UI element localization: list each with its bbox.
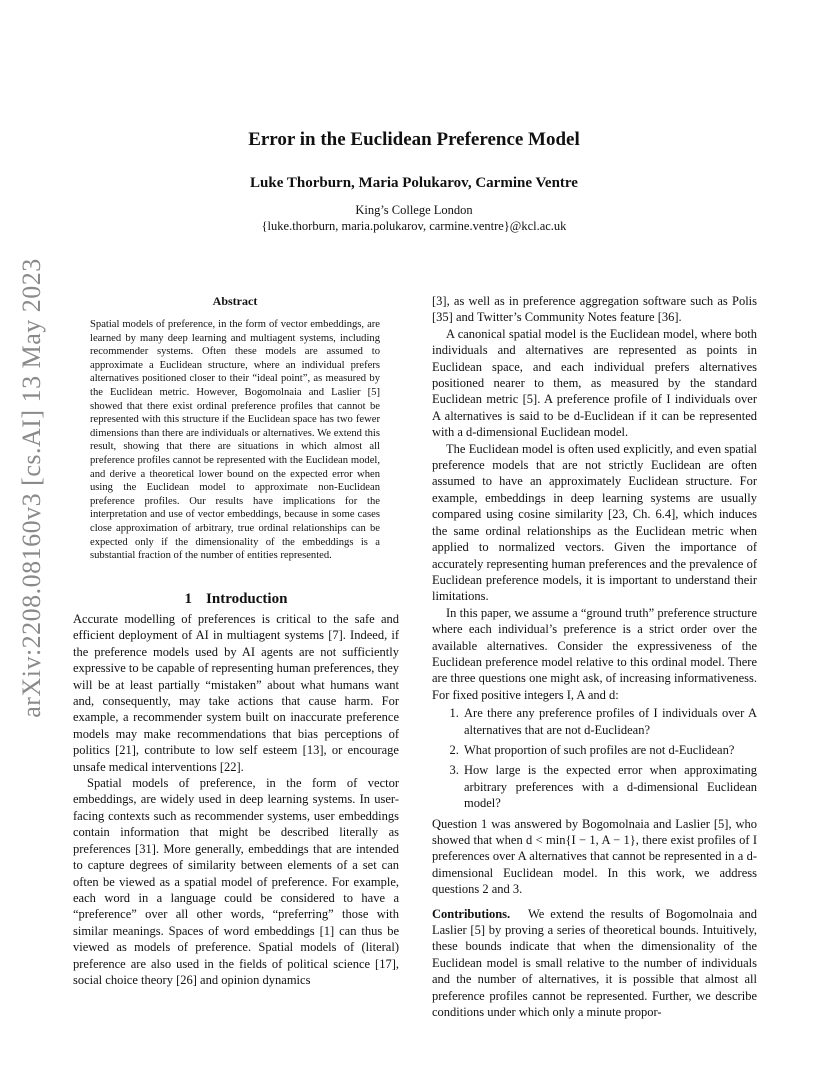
- question-2: 2. What proportion of such profiles are not d-Euclidean?: [462, 742, 757, 758]
- right-paragraph-3: In this paper, we assume a “ground truth” preference structure where each individual’s preference is a strict order over the available alternatives. Consider the expressiveness of the Euclidean preference model relative to this ordinal model. There are three questions one might ask, of increasing informativeness. For fixed positive integers I, A and d:: [432, 605, 757, 702]
- contributions-paragraph: [432, 906, 757, 1021]
- right-paragraph-0: [3], as well as in preference aggregation software such as Polis [35] and Twitter’s Community Notes feature [36].: [432, 294, 757, 325]
- intro-paragraph-2: Spatial models of preference, in the form of vector embeddings, are widely used in deep learning systems. In user-facing contexts such as recommender systems, user embeddings contain information that might be described literally as preferences [31]. More generally, embeddings that are intended to capture degrees of similarity between elements of a set can often be viewed as a spatial model of preference. For example, each word in a language could be considered to have a “preference” over all other words, “preferring” those with similar meanings. Spaces of word embeddings [1] can thus be viewed as models of preference. Spatial models of (literal) preference are also used in the fields of political science [17], social choice theory [26] and opinion dynamics: [73, 776, 399, 987]
- right-paragraph-1: A canonical spatial model is the Euclidean model, where both individuals and alternatives are represented as points in Euclidean space, and each individual prefers alternatives positioned nearer to them, as measured by the standard Euclidean metric [5]. A preference profile of I individuals over A alternatives is said to be d-Euclidean if it can be represented with a d-dimensional Euclidean model.: [432, 326, 757, 440]
- section-title: Introduction: [206, 591, 288, 607]
- introduction-left-column: [73, 611, 399, 988]
- question-1: 1. Are there any preference profiles of I individuals over A alternatives that are not d-Euclidean?: [462, 705, 757, 738]
- affiliation: King’s College London: [355, 203, 473, 217]
- author-emails: {luke.thorburn, maria.polukarov, carmine.ventre}@kcl.ac.uk: [261, 219, 567, 233]
- arxiv-identifier: [12, 258, 52, 718]
- section-number: 1: [184, 591, 193, 607]
- right-paragraph-4: Question 1 was answered by Bogomolnaia and Laslier [5], who showed that when d < min{I − 1, A − 1}, there exist profiles of I preferences over A alternatives that cannot be represented in a d-dimensional Euclidean model. In this work, we address questions 2 and 3.: [432, 816, 757, 897]
- contributions-text: We extend the results of Bogomolnaia and Laslier [5] by proving a series of theoretical bounds. Intuitively, these bounds indicate that when the dimensionality of the Euclidean model is small relative to the number of individuals and the number of alternatives, it is possible that almost all preference profiles cannot be represented. Further, we describe conditions under which only a minute propor-: [432, 906, 758, 1020]
- question-3: 3. How large is the expected error when approximating arbitrary preferences with a d-dimensional Euclidean model?: [462, 762, 757, 811]
- abstract-text: Spatial models of preference, in the form of vector embeddings, are learned by many deep learning and multiagent systems, including recommender systems. Often these models are assumed to approximate a Euclidean structure, where an individual prefers alternatives positioned closer to their “ideal point”, as measured by the Euclidean metric. However, Bogomolnaia and Laslier [5] showed that there exist ordinal preference profiles that cannot be represented with this structure if the Euclidean space has two fewer dimensions than there are individuals or alternatives. We extend this result, showing that there are situations in which almost all preference profiles cannot be represented with the Euclidean model, and derive a theoretical lower bound on the expected error when using the Euclidean model to approximate non-Euclidean preference profiles. Our results have implications for the interpretation and use of vector embeddings, because in some cases close approximation of arbitrary, true ordinal relationships can be expected only if the dimensionality of the embeddings is a substantial fraction of the number of entities represented.: [90, 319, 380, 562]
- research-questions-list: [432, 705, 757, 811]
- intro-paragraph-1: Accurate modelling of preferences is critical to the safe and efficient deployment of AI in multiagent systems [7]. Indeed, if the preference models used by AI agents are not sufficiently expressive to be capable of representing human preferences, they will be at least partially “mistaken” about what humans want and, consequently, may take actions that cause harm. For example, a recommender system built on inaccurate preference models may make recommendations that bias perceptions of politics [21], contribute to low self esteem [13], or encourage unsafe medical interventions [22].: [73, 612, 399, 774]
- affiliation-block: [0, 202, 828, 234]
- right-paragraph-2: The Euclidean model is often used explicitly, and even spatial preference models that are not strictly Euclidean are often assumed to have an approximately Euclidean structure. For example, embeddings in deep learning systems are usually compared using cosine similarity [23, Ch. 6.4], which induces the same ordinal relationships as the Euclidean metric when applied to normalized vectors. Given the importance of accurately representing human preferences and the prevalence of Euclidean preference models, it is important to understand their limitations.: [432, 441, 757, 604]
- contributions-heading: Contributions.: [432, 906, 511, 921]
- paper-title: Error in the Euclidean Preference Model: [248, 129, 580, 150]
- right-column: [432, 293, 757, 1020]
- abstract-heading: Abstract: [212, 294, 258, 308]
- section-heading-introduction: [73, 591, 399, 608]
- author-list: Luke Thorburn, Maria Polukarov, Carmine Ventre: [250, 175, 578, 191]
- arxiv-id-text: arXiv:2208.08160v3 [cs.AI] 13 May 2023: [17, 258, 46, 718]
